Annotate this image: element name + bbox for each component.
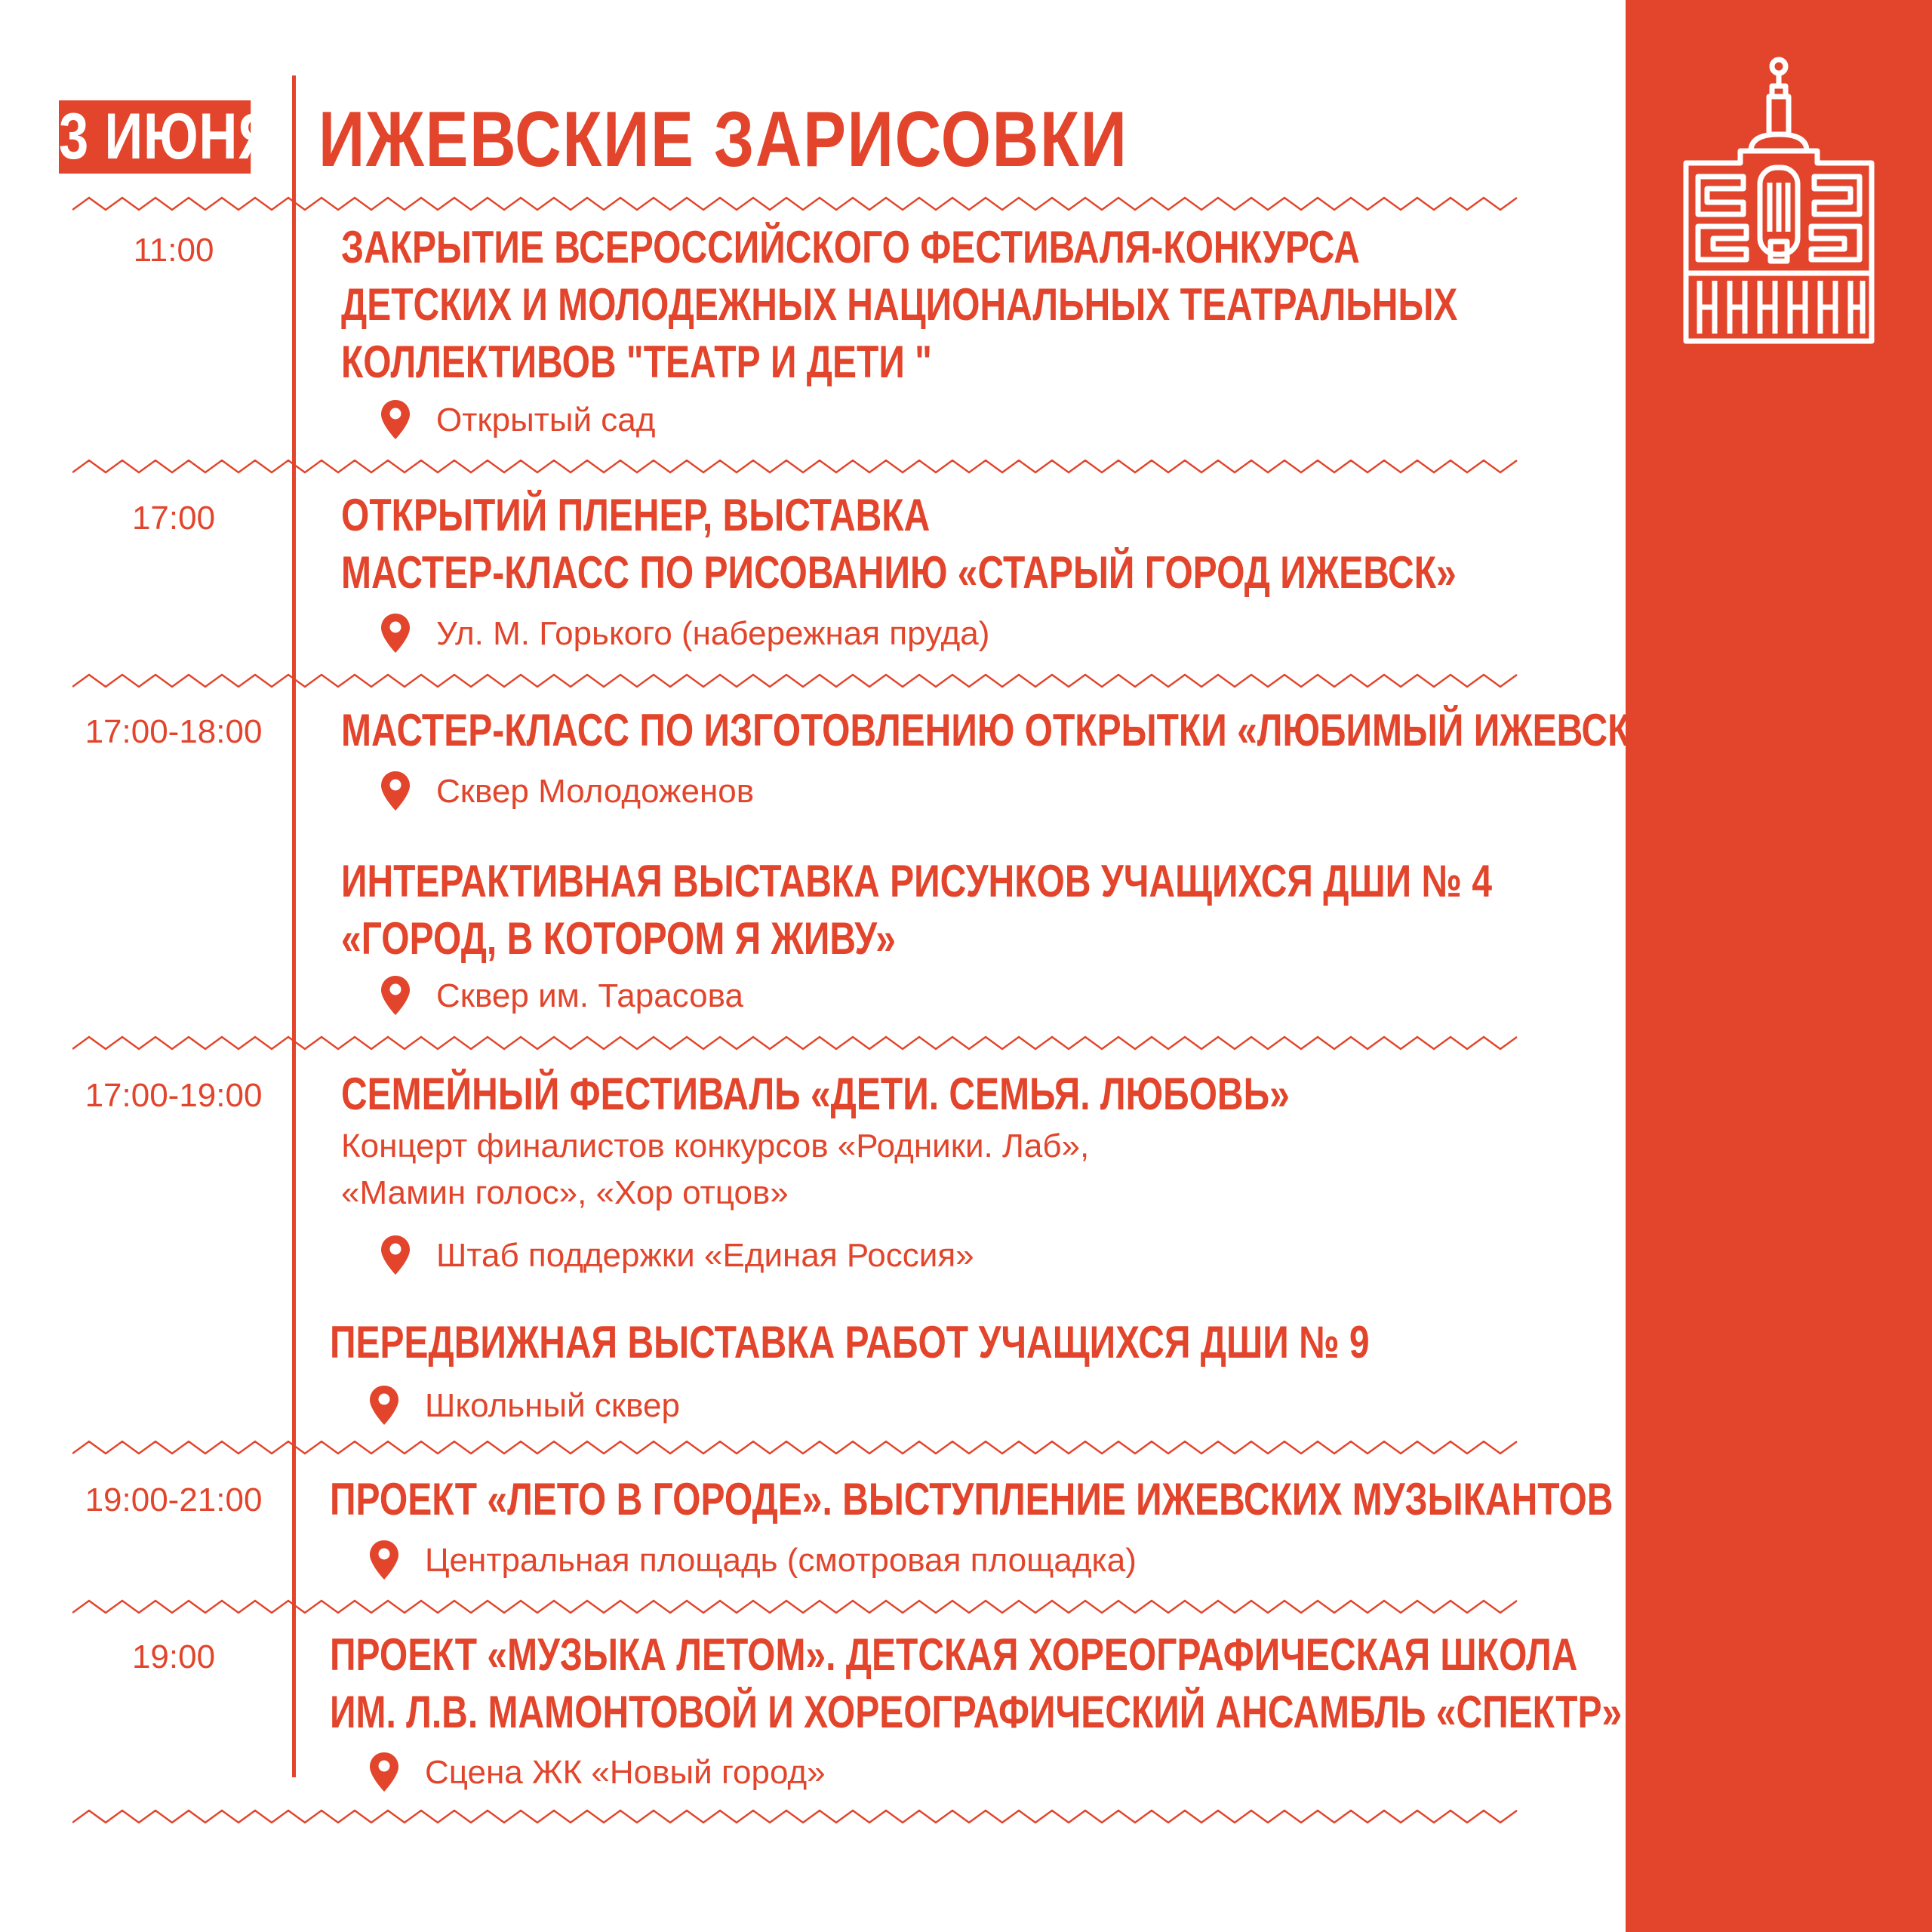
event-time: 17:00 bbox=[131, 500, 216, 537]
event-title: МАСТЕР-КЛАСС ПО РИСОВАНИЮ «СТАРЫЙ ГОРОД ИЖЕВСК» bbox=[341, 547, 1457, 598]
event-title: КОЛЛЕКТИВОВ "ТЕАТР И ДЕТИ " bbox=[341, 337, 932, 387]
section-divider bbox=[72, 672, 1529, 691]
event-title: ИНТЕРАКТИВНАЯ ВЫСТАВКА РИСУНКОВ УЧАЩИХСЯ ДШИ № 4 bbox=[341, 856, 1493, 906]
map-pin-icon bbox=[379, 398, 412, 441]
map-pin-icon bbox=[379, 1234, 412, 1276]
event-title: ДЕТСКИХ И МОЛОДЕЖНЫХ НАЦИОНАЛЬНЫХ ТЕАТРАЛЬНЫХ bbox=[341, 279, 1458, 330]
event-place: Ул. М. Горького (набережная пруда) bbox=[436, 615, 990, 652]
event-title: ИМ. Л.В. МАМОНТОВОЙ И ХОРЕОГРАФИЧЕСКИЙ АНСАМБЛЬ «СПЕКТР» bbox=[330, 1687, 1623, 1737]
event-title: ПРОЕКТ «МУЗЫКА ЛЕТОМ». ДЕТСКАЯ ХОРЕОГРАФИЧЕСКАЯ ШКОЛА bbox=[330, 1629, 1578, 1680]
map-pin-icon bbox=[379, 770, 412, 812]
section-divider bbox=[72, 1807, 1529, 1827]
city-building-logo bbox=[1677, 54, 1881, 349]
section-divider bbox=[72, 1438, 1529, 1458]
section-divider bbox=[72, 1598, 1529, 1617]
event-time: 11:00 bbox=[133, 232, 214, 269]
section-divider bbox=[72, 195, 1529, 214]
timeline-line bbox=[292, 75, 296, 1777]
event-subtitle: «Мамин голос», «Хор отцов» bbox=[341, 1174, 789, 1211]
event-place: Сквер Молодоженов bbox=[436, 773, 755, 810]
event-title: СЕМЕЙНЫЙ ФЕСТИВАЛЬ «ДЕТИ. СЕМЬЯ. ЛЮБОВЬ» bbox=[341, 1069, 1290, 1119]
map-pin-icon bbox=[368, 1384, 401, 1426]
event-subtitle: Концерт финалистов конкурсов «Родники. Лаб», bbox=[341, 1128, 1090, 1164]
event-place: Открытый сад bbox=[436, 401, 656, 438]
event-title: МАСТЕР-КЛАСС ПО ИЗГОТОВЛЕНИЮ ОТКРЫТКИ «ЛЮБИМЫЙ ИЖЕВСК» bbox=[341, 705, 1651, 755]
event-title: «ГОРОД, В КОТОРОМ Я ЖИВУ» bbox=[341, 913, 896, 964]
section-divider bbox=[72, 1034, 1529, 1054]
section-divider bbox=[72, 457, 1529, 477]
map-pin-icon bbox=[379, 974, 412, 1017]
event-title: ОТКРЫТИЙ ПЛЕНЕР, ВЫСТАВКА bbox=[341, 490, 931, 540]
event-time: 17:00-19:00 bbox=[85, 1077, 263, 1114]
event-time: 19:00-21:00 bbox=[85, 1481, 263, 1518]
event-title: ЗАКРЫТИЕ ВСЕРОССИЙСКОГО ФЕСТИВАЛЯ-КОНКУРСА bbox=[341, 222, 1360, 272]
map-pin-icon bbox=[368, 1539, 401, 1581]
date-badge: 3 ИЮНЯ bbox=[59, 100, 277, 173]
event-time: 19:00 bbox=[131, 1638, 216, 1675]
map-pin-icon bbox=[368, 1751, 401, 1793]
event-place: Школьный сквер bbox=[425, 1387, 680, 1424]
page-title: ИЖЕВСКИЕ ЗАРИСОВКИ bbox=[318, 96, 1128, 183]
event-place: Сцена ЖК «Новый город» bbox=[425, 1754, 826, 1791]
event-title: ПЕРЕДВИЖНАЯ ВЫСТАВКА РАБОТ УЧАЩИХСЯ ДШИ № 9 bbox=[330, 1317, 1370, 1367]
event-place: Сквер им. Тарасова bbox=[436, 977, 743, 1014]
map-pin-icon bbox=[379, 612, 412, 654]
event-place: Центральная площадь (смотровая площадка) bbox=[425, 1542, 1137, 1579]
event-place: Штаб поддержки «Единая Россия» bbox=[436, 1237, 974, 1274]
event-title: ПРОЕКТ «ЛЕТО В ГОРОДЕ». ВЫСТУПЛЕНИЕ ИЖЕВСКИХ МУЗЫКАНТОВ bbox=[330, 1474, 1614, 1524]
event-time: 17:00-18:00 bbox=[85, 713, 263, 750]
